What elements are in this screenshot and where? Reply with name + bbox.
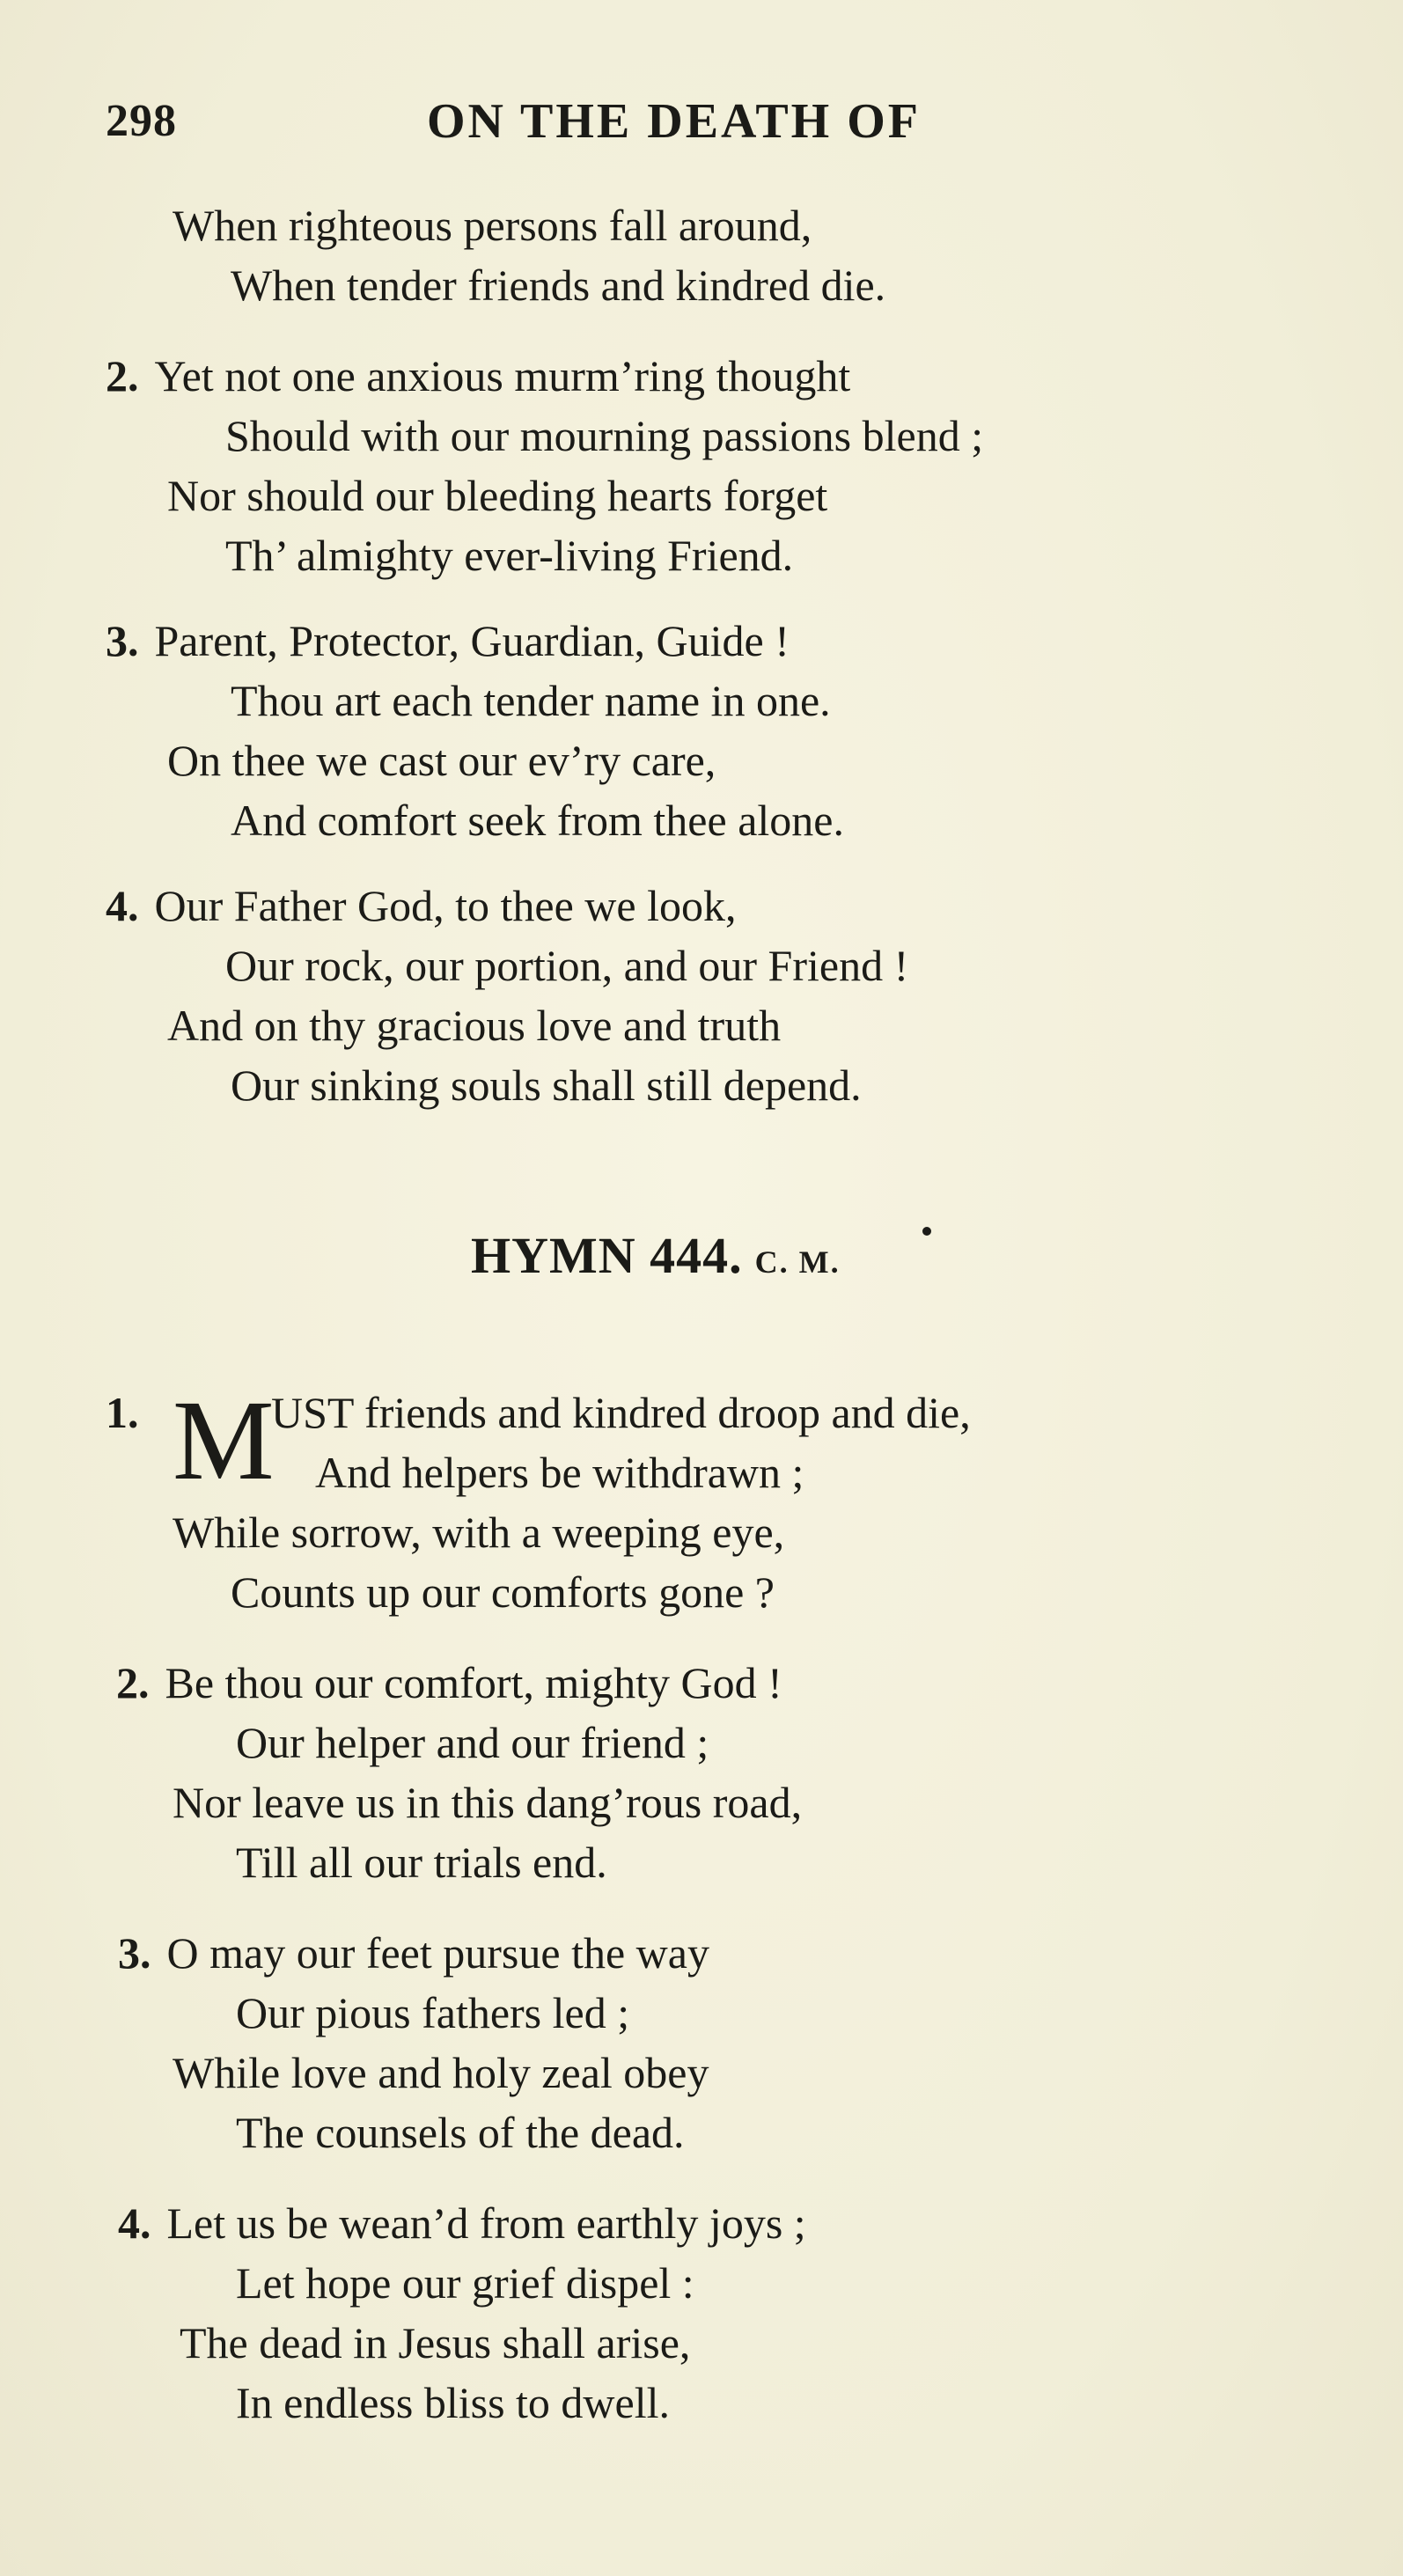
verse-text: Our Father God, to thee we look, (154, 881, 737, 930)
verse-line: Let hope our grief dispel : (236, 2258, 694, 2308)
hymn-title (471, 1226, 841, 1285)
verse-line: The counsels of the dead. (236, 2108, 685, 2157)
verse-line (118, 1925, 709, 1981)
page-header (106, 95, 1074, 165)
verse-line: On thee we cast our ev’ry care, (167, 736, 716, 785)
verse-number: 2. (116, 1658, 150, 1707)
ink-speck (922, 1227, 931, 1236)
verse-number: 4. (118, 2198, 151, 2248)
verse-line (116, 1655, 782, 1711)
page-number: 298 (106, 96, 177, 146)
verse-line (106, 877, 736, 934)
verse-line: UST friends and kindred droop and die, (271, 1388, 971, 1437)
verse-line: Thou art each tender name in one. (231, 676, 831, 725)
verse-text: Be thou our comfort, mighty God ! (165, 1658, 782, 1707)
verse-number: 1. (106, 1388, 139, 1437)
verse-line: Should with our mourning passions blend ; (225, 411, 984, 460)
verse-line: While sorrow, with a weeping eye, (173, 1508, 785, 1557)
verse-line: Nor should our bleeding hearts forget (167, 471, 828, 520)
verse-line: While love and holy zeal obey (173, 2048, 709, 2097)
verse-line (106, 1384, 155, 1441)
verse-text: Yet not one anxious murm’ring thought (154, 351, 851, 400)
verse-line: Counts up our comforts gone ? (231, 1567, 775, 1617)
verse-line: When tender friends and kindred die. (231, 261, 886, 310)
verse-number: 3. (118, 1928, 151, 1978)
verse-line: Our rock, our portion, and our Friend ! (225, 941, 909, 990)
verse-line: Th’ almighty ever-living Friend. (225, 531, 794, 580)
verse-line: Till all our trials end. (236, 1838, 607, 1887)
verse-line (118, 2195, 806, 2251)
verse-number: 3. (106, 616, 139, 665)
verse-line: When righteous persons fall around, (173, 201, 812, 250)
verse-line: Our helper and our friend ; (236, 1718, 709, 1767)
verse-line (106, 613, 790, 669)
verse-line: And helpers be withdrawn ; (315, 1448, 804, 1497)
verse-text: Let us be wean’d from earthly joys ; (166, 2198, 806, 2248)
drop-cap: M (173, 1377, 275, 1504)
verse-line: Nor leave us in this dang’rous road, (173, 1778, 803, 1827)
verse-line: And on thy gracious love and truth (167, 1001, 782, 1050)
verse-number: 2. (106, 351, 139, 400)
verse-line: And comfort seek from thee alone. (231, 796, 844, 845)
verse-text: O may our feet pursue the way (166, 1928, 709, 1978)
verse-line: The dead in Jesus shall arise, (180, 2318, 691, 2367)
hymn-number: HYMN 444. (471, 1227, 743, 1284)
verse-line: Our pious fathers led ; (236, 1988, 630, 2037)
verse-line (106, 348, 850, 404)
verse-text: Parent, Protector, Guardian, Guide ! (154, 616, 790, 665)
verse-line: Our sinking souls shall still depend. (231, 1060, 862, 1110)
hymn-meter: C. M. (754, 1244, 841, 1280)
verse-line: In endless bliss to dwell. (236, 2378, 671, 2427)
running-title: ON THE DEATH OF (427, 94, 922, 149)
verse-number: 4. (106, 881, 139, 930)
